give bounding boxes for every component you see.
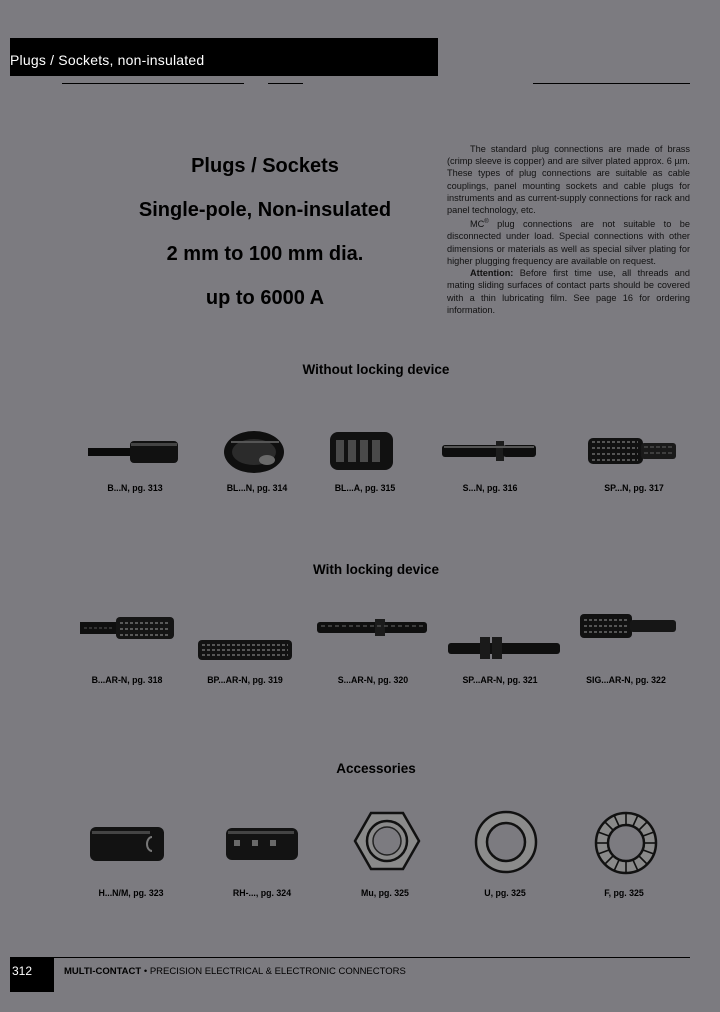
caption-s-n: S...N, pg. 316	[462, 483, 518, 493]
intro-paragraph-3-text: Before first time use, all threads and mating sliding surfaces of contact parts should be covered with a thin lubricating film. See page 16 for ordering information.	[447, 268, 690, 315]
footer-brand-name: MULTI-CONTACT	[64, 966, 142, 977]
footer-brand	[64, 966, 406, 977]
heading-diameter-range: 2 mm to 100 mm dia.	[166, 243, 364, 265]
header-rule-mid	[268, 83, 303, 84]
caption-u: U, pg. 325	[484, 888, 526, 898]
caption-sp-n: SP...N, pg. 317	[604, 483, 664, 493]
caption-b-n: B...N, pg. 313	[107, 483, 163, 493]
header-title: Plugs / Sockets, non-insulated	[10, 52, 205, 68]
plug-s-n-image	[440, 438, 538, 464]
heading-current-rating: up to 6000 A	[205, 287, 325, 309]
section-title-without-locking: Without locking device	[302, 362, 450, 377]
footer-tagline: • PRECISION ELECTRICAL & ELECTRONIC CONNECTORS	[141, 966, 406, 977]
section-title-with-locking: With locking device	[313, 562, 439, 577]
caption-bp-ar-n: BP...AR-N, pg. 319	[207, 675, 283, 685]
caption-sig-ar-n: SIG...AR-N, pg. 322	[586, 675, 666, 685]
plug-sp-n-image	[586, 434, 678, 468]
caption-s-ar-n: S...AR-N, pg. 320	[337, 675, 409, 685]
caption-b-ar-n: B...AR-N, pg. 318	[91, 675, 163, 685]
page-number: 312	[10, 958, 54, 992]
plug-sig-ar-n-image	[578, 611, 678, 641]
heading-plugs-sockets: Plugs / Sockets	[191, 155, 339, 177]
plug-sp-ar-n-image	[446, 634, 562, 662]
footer-rule	[10, 957, 690, 958]
plug-bp-ar-n-image	[196, 634, 294, 664]
caption-rh: RH-..., pg. 324	[232, 888, 292, 898]
accessory-f-lock-washer-image	[593, 811, 659, 875]
plug-b-n-image	[86, 436, 181, 468]
plug-bl-n-image	[223, 430, 285, 474]
heading-single-pole: Single-pole, Non-insulated	[138, 199, 392, 221]
accessory-h-n-m-image	[88, 825, 166, 863]
accessory-rh-image	[224, 826, 300, 862]
section-title-accessories: Accessories	[336, 761, 416, 776]
caption-sp-ar-n: SP...AR-N, pg. 321	[462, 675, 538, 685]
plug-b-ar-n-image	[78, 614, 176, 642]
intro-paragraph-2-text: plug connections are not suitable to be disconnected under load. Special connections with other dimensions or materials as well as special silver plating for higher plugging frequency are available on request.	[447, 219, 690, 266]
intro-paragraph-2	[447, 216, 690, 267]
caption-h-n-m: H...N/M, pg. 323	[98, 888, 164, 898]
header-rule-right	[533, 83, 690, 84]
intro-paragraph-1: The standard plug connections are made of brass (crimp sleeve is copper) and are silver plated approx. 6 µm. These types of plug connections are suitable as cable couplings, panel mounting sockets and cable plugs for instruments and as current-supply connections for rack and panel technology, etc.	[447, 144, 690, 216]
plug-s-ar-n-image	[315, 618, 429, 638]
attention-label: Attention:	[470, 268, 514, 279]
accessory-mu-nut-image	[354, 811, 420, 871]
intro-paragraph-3	[447, 267, 690, 316]
caption-f: F, pg. 325	[604, 888, 644, 898]
caption-bl-n: BL...N, pg. 314	[226, 483, 288, 493]
brand-mc: MC	[470, 219, 485, 230]
intro-text	[447, 143, 690, 316]
registered-mark: ®	[484, 219, 489, 226]
plug-bl-a-image	[328, 430, 395, 472]
header-rule-left	[62, 83, 244, 84]
caption-bl-a: BL...A, pg. 315	[334, 483, 396, 493]
caption-mu: Mu, pg. 325	[361, 888, 409, 898]
accessory-u-washer-image	[474, 810, 538, 874]
